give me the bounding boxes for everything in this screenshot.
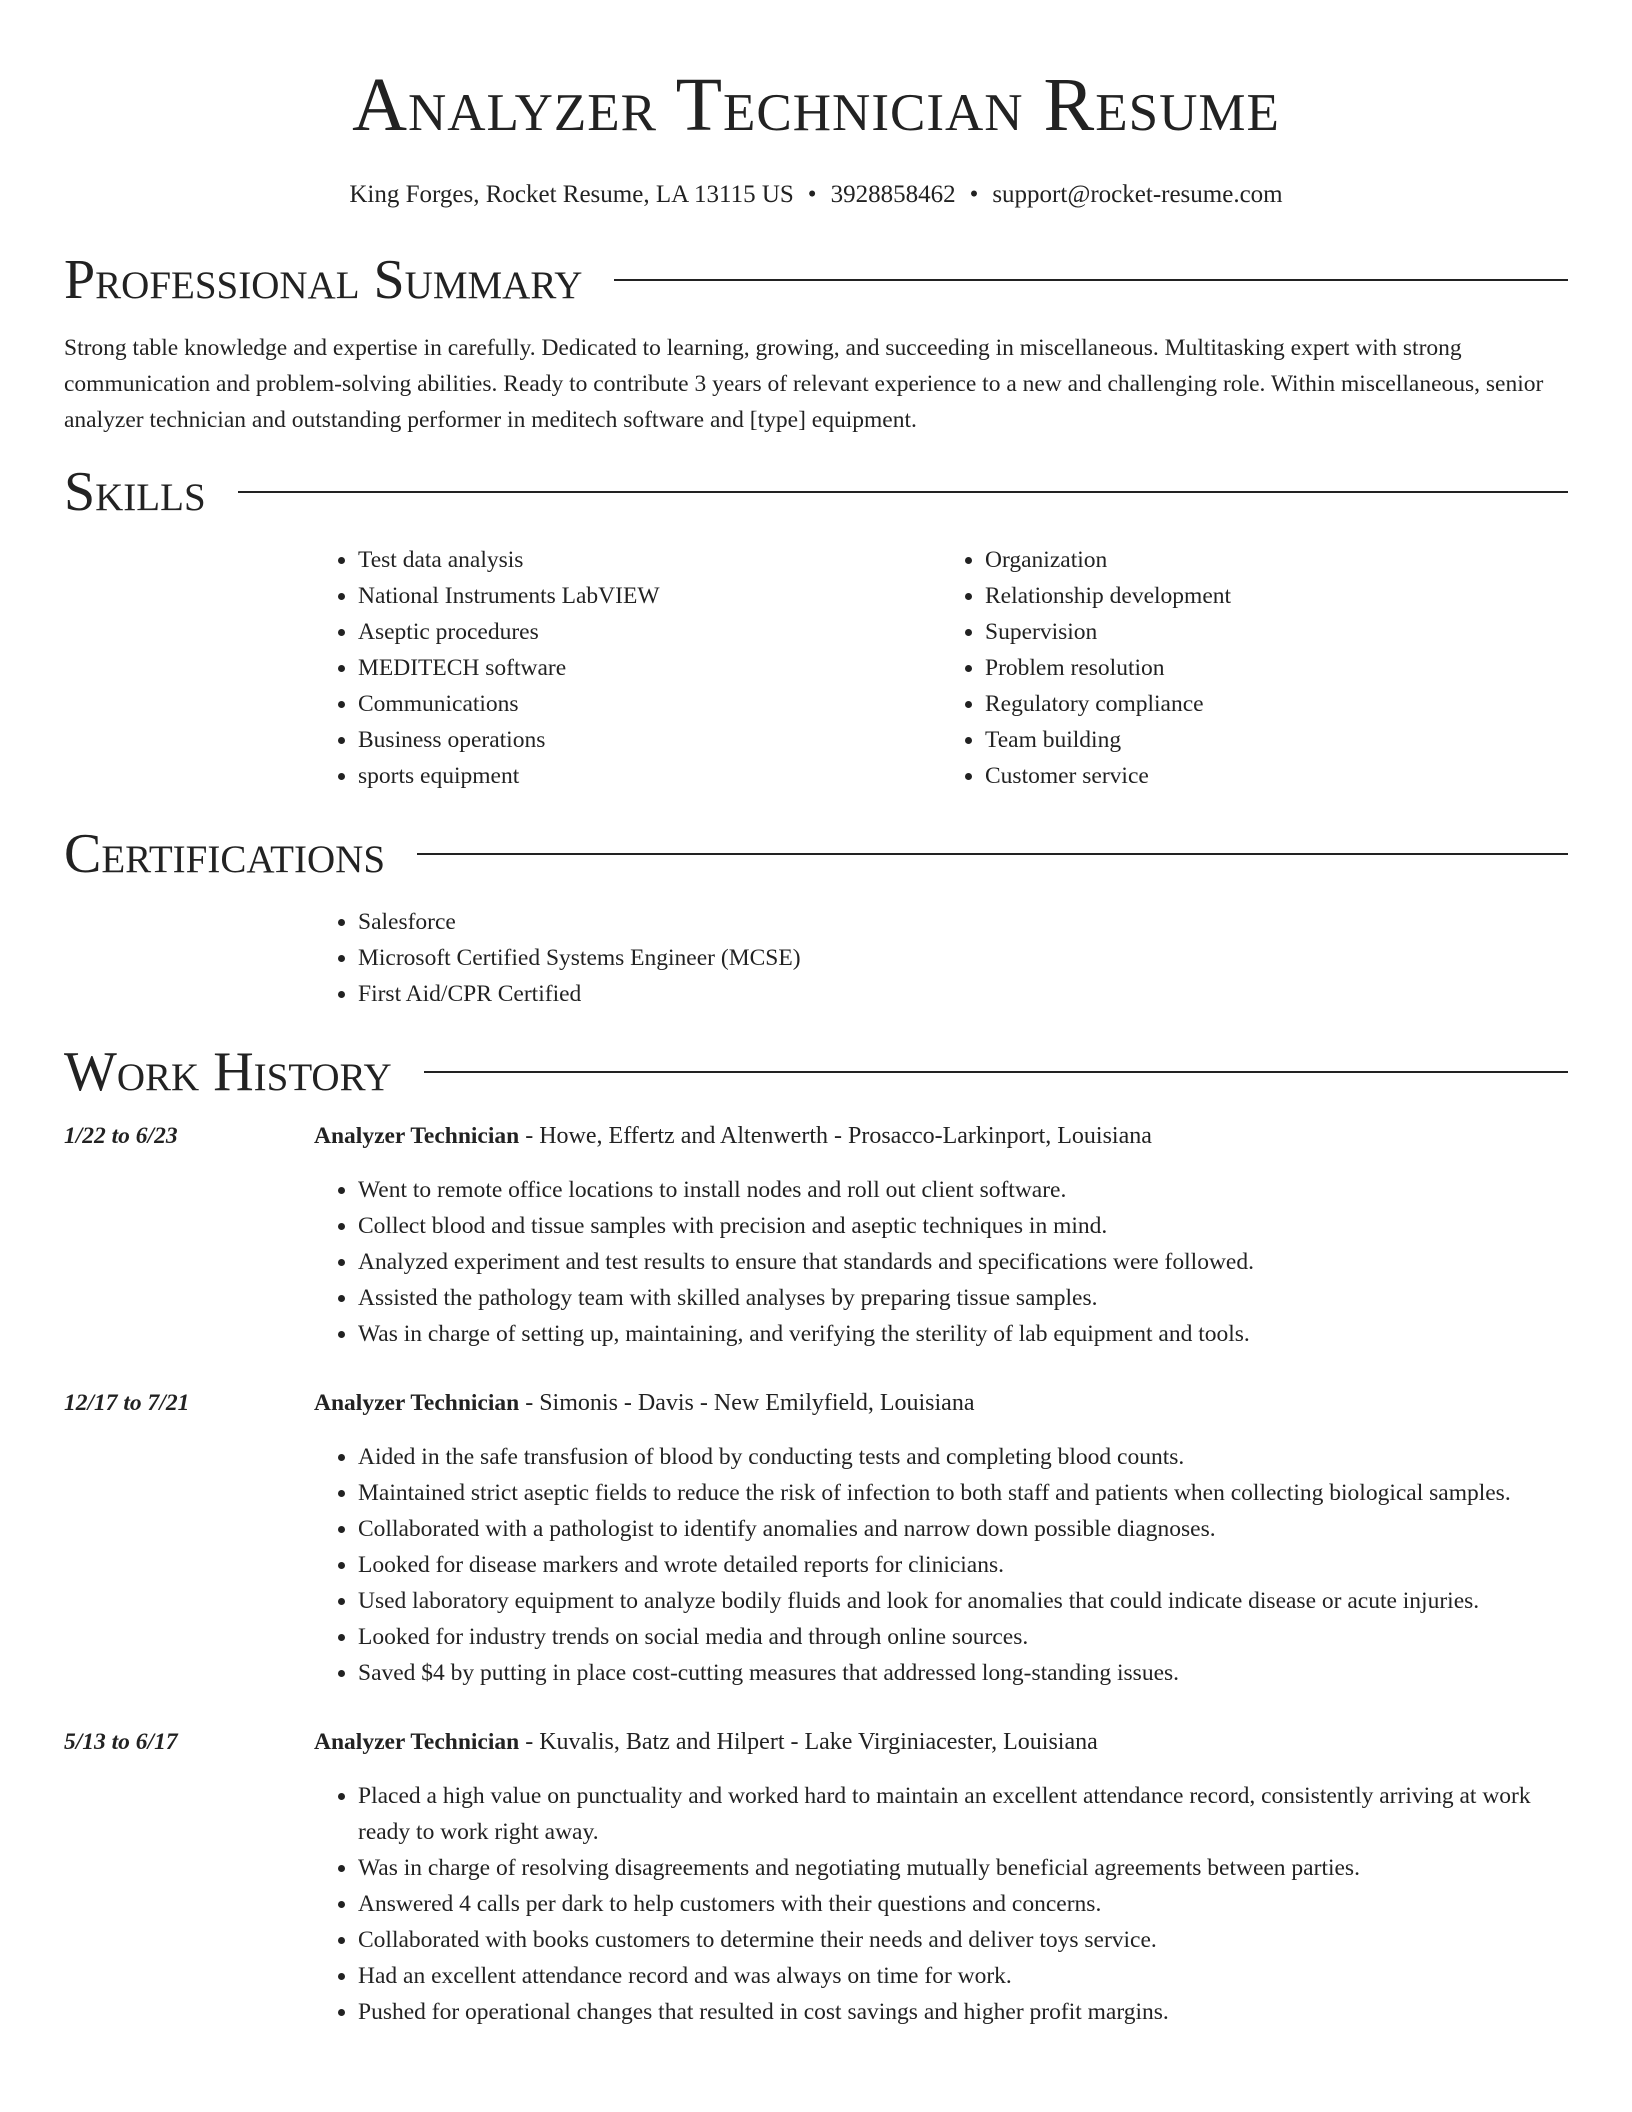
job-entry xyxy=(64,1118,1568,1352)
job-bullets xyxy=(314,1172,1568,1352)
list-item: • Communications xyxy=(358,686,941,722)
section-rule xyxy=(614,279,1568,281)
list-item: • Placed a high value on punctuality and worked hard to maintain an excellent attendance record, consistently arriving at work ready to work right away. xyxy=(358,1778,1568,1850)
list-item: • Collect blood and tissue samples with precision and aseptic techniques in mind. xyxy=(358,1208,1568,1244)
list-item: • Regulatory compliance xyxy=(985,686,1568,722)
job-bullets xyxy=(314,1439,1568,1691)
certifications-section-header xyxy=(64,822,1568,886)
job-dates: 12/17 to 7/21 xyxy=(64,1390,190,1416)
job-dates: 5/13 to 6/17 xyxy=(64,1729,178,1755)
list-item: • Went to remote office locations to install nodes and roll out client software. xyxy=(358,1172,1568,1208)
list-item: • Analyzed experiment and test results to ensure that standards and specifications were followed. xyxy=(358,1244,1568,1280)
list-item: • National Instruments LabVIEW xyxy=(358,578,941,614)
section-rule xyxy=(417,853,1568,855)
list-item: • Was in charge of resolving disagreements and negotiating mutually beneficial agreements between parties. xyxy=(358,1850,1568,1886)
skills-section-header xyxy=(64,460,1568,524)
job-employer: - Kuvalis, Batz and Hilpert - Lake Virginiacester, Louisiana xyxy=(519,1729,1098,1755)
job-heading xyxy=(314,1118,1152,1154)
separator: • xyxy=(807,181,817,208)
phone: 3928858462 xyxy=(830,181,956,208)
address: King Forges, Rocket Resume, LA 13115 US xyxy=(349,181,794,208)
section-heading: Work History xyxy=(64,1041,392,1103)
list-item: • Aided in the safe transfusion of blood by conducting tests and completing blood counts. xyxy=(358,1439,1568,1475)
section-heading: Certifications xyxy=(64,823,386,885)
job-header xyxy=(64,1385,1568,1421)
list-item: • Had an excellent attendance record and was always on time for work. xyxy=(358,1958,1568,1994)
list-item: • Customer service xyxy=(985,758,1568,794)
section-heading: Professional Summary xyxy=(64,249,583,311)
certifications-list xyxy=(314,904,1568,1012)
section-rule xyxy=(424,1071,1568,1073)
list-item: • Test data analysis xyxy=(358,542,941,578)
job-title: Analyzer Technician xyxy=(314,1123,520,1149)
skills-list xyxy=(314,542,1568,794)
list-item: • Supervision xyxy=(985,614,1568,650)
contact-line xyxy=(64,180,1568,210)
separator: • xyxy=(969,181,979,208)
list-item: • Team building xyxy=(985,722,1568,758)
list-item: • Pushed for operational changes that resulted in cost savings and higher profit margins. xyxy=(358,1994,1568,2030)
list-item: • Collaborated with books customers to determine their needs and deliver toys service. xyxy=(358,1922,1568,1958)
list-item: • Problem resolution xyxy=(985,650,1568,686)
list-item: • sports equipment xyxy=(358,758,941,794)
list-item: • Business operations xyxy=(358,722,941,758)
list-item: • Looked for industry trends on social media and through online sources. xyxy=(358,1619,1568,1655)
list-item: • Collaborated with a pathologist to identify anomalies and narrow down possible diagnoses. xyxy=(358,1511,1568,1547)
section-heading: Skills xyxy=(64,461,206,523)
job-employer: - Howe, Effertz and Altenwerth - Prosacco-Larkinport, Louisiana xyxy=(519,1123,1152,1149)
summary-section-header xyxy=(64,248,1568,312)
job-entry xyxy=(64,1724,1568,2030)
job-bullets xyxy=(314,1778,1568,2030)
list-item: • Looked for disease markers and wrote detailed reports for clinicians. xyxy=(358,1547,1568,1583)
job-header xyxy=(64,1118,1568,1154)
job-dates: 1/22 to 6/23 xyxy=(64,1123,178,1149)
skills-column-left xyxy=(314,542,941,794)
email[interactable]: support@rocket-resume.com xyxy=(992,181,1283,208)
job-entry xyxy=(64,1385,1568,1691)
job-heading xyxy=(314,1724,1098,1760)
job-header xyxy=(64,1724,1568,1760)
list-item: • First Aid/CPR Certified xyxy=(358,976,1568,1012)
skills-column-right xyxy=(941,542,1568,794)
list-item: • MEDITECH software xyxy=(358,650,941,686)
list-item: • Relationship development xyxy=(985,578,1568,614)
work-history-section-header xyxy=(64,1040,1568,1104)
list-item: • Microsoft Certified Systems Engineer (MCSE) xyxy=(358,940,1568,976)
list-item: • Aseptic procedures xyxy=(358,614,941,650)
resume-title: Analyzer Technician Resume xyxy=(352,63,1280,147)
list-item: • Saved $4 by putting in place cost-cutting measures that addressed long-standing issues. xyxy=(358,1655,1568,1691)
job-title: Analyzer Technician xyxy=(314,1390,520,1416)
summary-text: Strong table knowledge and expertise in carefully. Dedicated to learning, growing, and succeeding in miscellaneous. Multitasking expert with strong communication and problem-solving abilities. Ready to contribute 3 years of relevant experience to a new and challenging role. Within miscellaneous, senior analyzer technician and outstanding performer in meditech software and [type] equipment. xyxy=(64,335,1544,433)
list-item: • Was in charge of setting up, maintaining, and verifying the sterility of lab equipment and tools. xyxy=(358,1316,1568,1352)
list-item: • Answered 4 calls per dark to help customers with their questions and concerns. xyxy=(358,1886,1568,1922)
list-item: • Used laboratory equipment to analyze bodily fluids and look for anomalies that could indicate disease or acute injuries. xyxy=(358,1583,1568,1619)
list-item: • Assisted the pathology team with skilled analyses by preparing tissue samples. xyxy=(358,1280,1568,1316)
list-item: • Maintained strict aseptic fields to reduce the risk of infection to both staff and patients when collecting biological samples. xyxy=(358,1475,1568,1511)
job-heading xyxy=(314,1385,974,1421)
job-title: Analyzer Technician xyxy=(314,1729,520,1755)
section-rule xyxy=(238,491,1568,493)
job-employer: - Simonis - Davis - New Emilyfield, Louisiana xyxy=(519,1390,975,1416)
list-item: • Salesforce xyxy=(358,904,1568,940)
list-item: • Organization xyxy=(985,542,1568,578)
